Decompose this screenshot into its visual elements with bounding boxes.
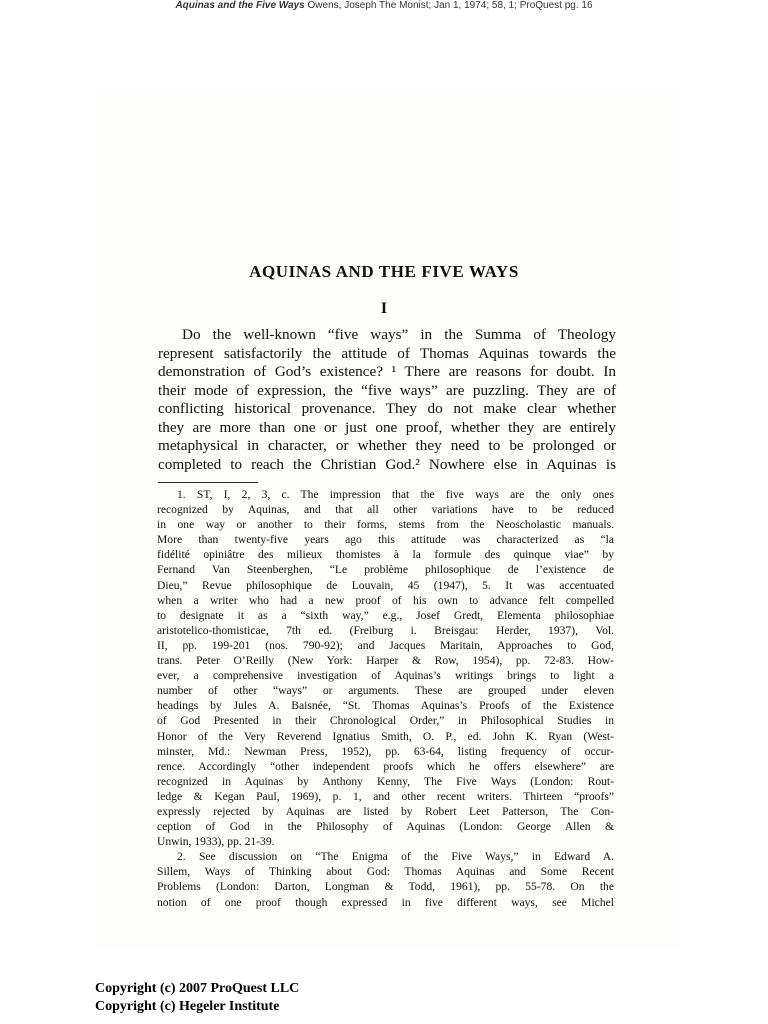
footnote-line: 2. See discussion on “The Enigma of the Five Ways,” in Edward A. [177, 850, 614, 864]
footnote-line: ledge & Kegan Paul, 1969), p. 1, and other recent writers. Thirteen “proofs” [157, 789, 614, 803]
article-title: AQUINAS AND THE FIVE WAYS [249, 262, 519, 281]
footnote-line: expressly rejected by Aquinas are listed by Robert Leet Patterson, The Con- [157, 804, 614, 818]
copyright-line-proquest: Copyright (c) 2007 ProQuest LLC [95, 981, 300, 996]
footnote-line: recognized by Aquinas, and that all other variations have to be reduced [157, 503, 614, 517]
footnotes [157, 487, 614, 910]
footnote-line: More than twenty-five years ago this attitude was characterized as “la [157, 533, 614, 547]
footnote-line: number of other “ways” or arguments. These are grouped under eleven [157, 684, 614, 698]
footnote-line: Sillem, Ways of Thinking about God: Thomas Aquinas and Some Recent [157, 865, 614, 879]
footnote-line: recognized in Aquinas by Anthony Kenny, The Five Ways (London: Rout- [157, 774, 614, 788]
header-article-title: Aquinas and the Five Ways [175, 0, 305, 11]
footnote-line: notion of one proof though expressed in five different ways, see Michel [157, 895, 614, 909]
footnote-line: Fernand Van Steenberghen, “Le problème philosophique de l’existence de [157, 563, 614, 577]
body-line: their mode of expression, the “five ways” are puzzling. They are of [158, 381, 616, 399]
footnote-line: fidélité opiniâtre des milieux thomistes à la formule des quinque viae” by [157, 548, 614, 562]
footnote-line: Honor of the Very Reverend Ignatius Smith, O. P., ed. John K. Ryan (West- [157, 729, 614, 743]
body-line: demonstration of God’s existence? ¹ There are reasons for doubt. In [158, 363, 616, 380]
header-citation: Owens, Joseph The Monist; Jan 1, 1974; 58, 1; ProQuest pg. 16 [307, 0, 593, 11]
body-line: completed to reach the Christian God.² Nowhere else in Aquinas is [158, 455, 616, 473]
body-line: metaphysical in character, or whether they need to be prolonged or [158, 437, 616, 454]
footnote-line: minster, Md.: Newman Press, 1952), pp. 63-64, listing frequency of occur- [157, 744, 614, 758]
footnote-line: Problems (London: Darton, Longman & Todd, 1961), pp. 55-78. On the [157, 880, 614, 894]
footnote-line: trans. Peter O’Reilly (New York: Harper & Row, 1954), pp. 72-83. How- [157, 654, 614, 668]
section-number: I [380, 300, 388, 317]
footnote-line: ception of God in the Philosophy of Aquinas (London: George Allen & [157, 820, 614, 834]
body-paragraph [158, 326, 616, 474]
footnote-line: aristotelico-thomisticae, 7th ed. (Freiburg i. Breisgau: Herder, 1937), Vol. [157, 623, 614, 637]
footnote-divider [158, 482, 258, 483]
footnote-line: Dieu,” Revue philosophique de Louvain, 45 (1947), 5. It was accentuated [157, 578, 614, 592]
footnote-line: to designate it as a “sixth way,” e.g., Josef Gredt, Elementa philosophiae [157, 608, 614, 622]
footnote-line: rence. Accordingly “other independent proofs which he offers elsewhere” are [157, 759, 614, 773]
copyright-line-hegeler: Copyright (c) Hegeler Institute [95, 999, 280, 1014]
footnote-line: in one way or another to their forms, stems from the Neoscholastic manuals. [157, 518, 614, 532]
body-line: represent satisfactorily the attitude of Thomas Aquinas towards the [158, 344, 616, 362]
footnote-line: 1. ST, I, 2, 3, c. The impression that the five ways are the only ones [177, 488, 614, 501]
body-line: Do the well-known “five ways” in the Summa of Theology [182, 326, 616, 343]
footnote-line: ever, a comprehensive investigation of Aquinas’s writings brings to light a [157, 669, 614, 683]
footnote-line: when a writer who had a new proof of his own to advance felt compelled [157, 593, 614, 607]
footnote-line: of God Presented in their Chronological Order,” in Philosophical Studies in [157, 714, 614, 728]
footnote-line: Unwin, 1933), pp. 21-39. [157, 835, 275, 849]
body-line: they are more than one or just one proof, whether they are entirely [158, 418, 616, 436]
footnote-line: headings by Jules A. Baisnée, “St. Thomas Aquinas’s Proofs of the Existence [157, 699, 614, 713]
copyright-notice [95, 980, 299, 1016]
body-line: conflicting historical provenance. They do not make clear whether [158, 400, 616, 417]
citation-header [0, 0, 768, 12]
footnote-line: II, pp. 199-201 (nos. 790-92); and Jacques Maritain, Approaches to God, [157, 638, 614, 652]
